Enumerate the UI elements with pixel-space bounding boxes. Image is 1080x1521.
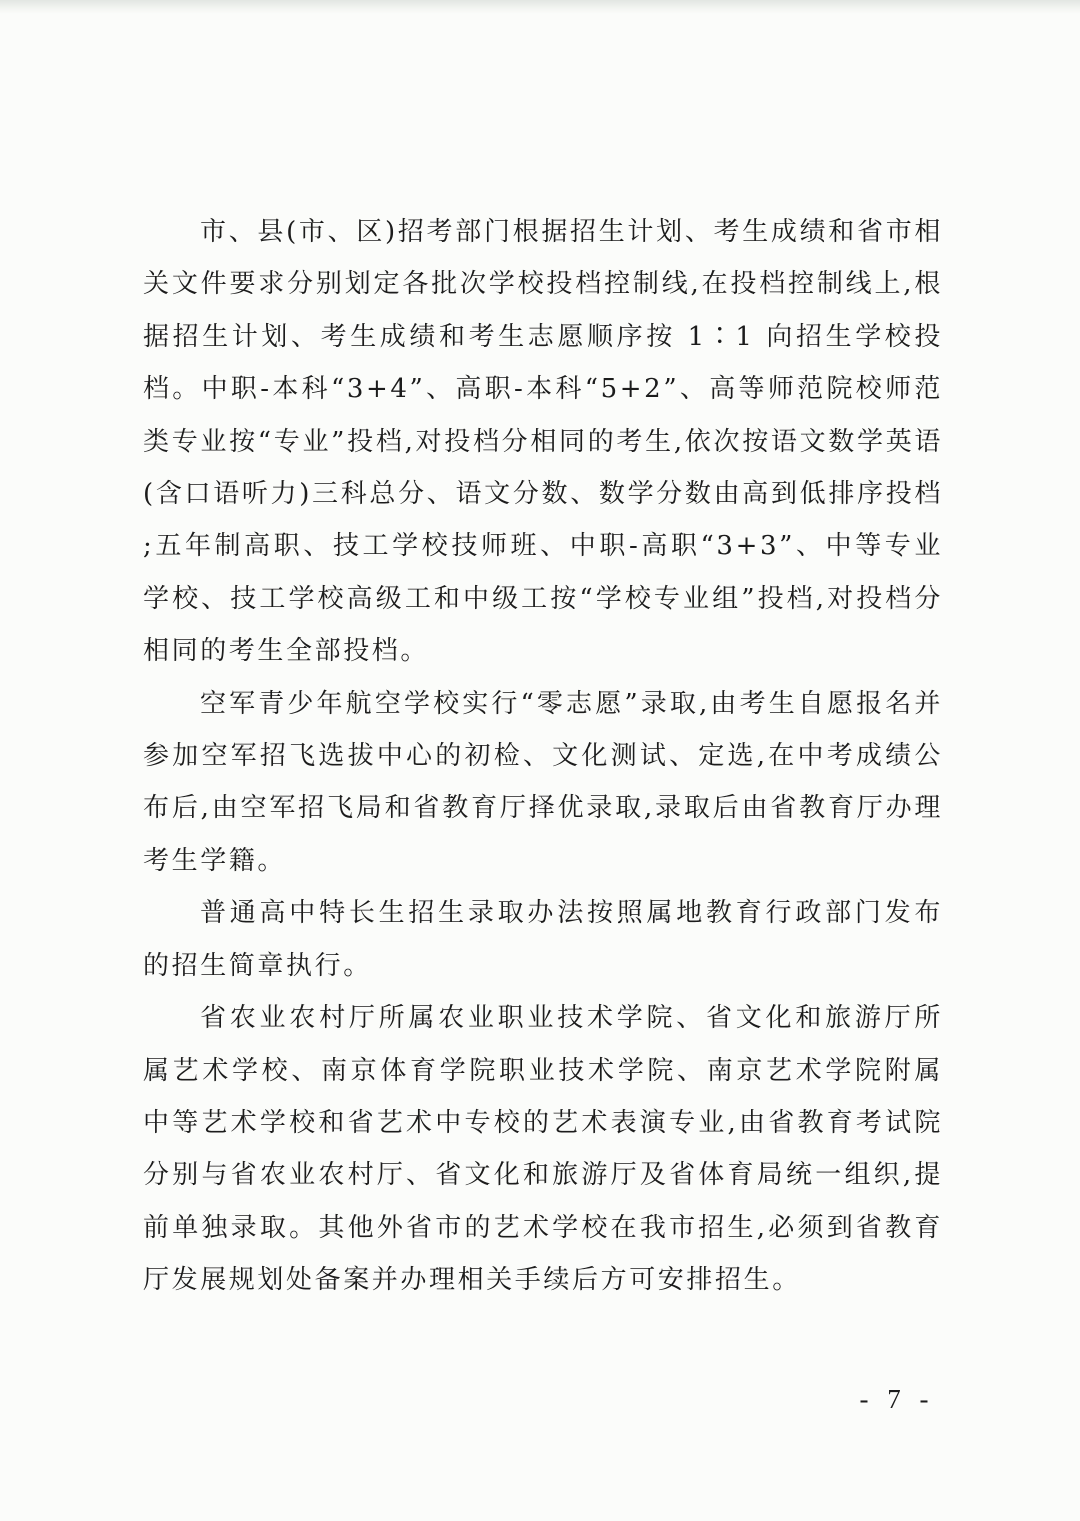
paragraph-art-schools: 省农业农村厅所属农业职业技术学院、省文化和旅游厅所属艺术学校、南京体育学院职业技术学院、南京艺术学院附属中等艺术学校和省艺术中专校的艺术表演专业,由省教育考试院分别与省农业农村厅、省文化和旅游厅及省体育局统一组织,提前单独录取。其他外省市的艺术学校在我市招生,必须到省教育厅发展规划处备案并办理相关手续后方可安排招生。 — [143, 1003, 943, 1296]
scan-edge — [0, 0, 1080, 14]
paragraph-air-force-school: 空军青少年航空学校实行“零志愿”录取,由考生自愿报名并参加空军招飞选拔中心的初检、文化测试、定选,在中考成绩公布后,由空军招飞局和省教育厅择优录取,录取后由省教育厅办理考生学籍。 — [143, 688, 943, 876]
body-text — [143, 206, 943, 1307]
paragraph-specialty-students: 普通高中特长生招生录取办法按照属地教育行政部门发布的招生简章执行。 — [143, 898, 943, 981]
page-number: - 7 - — [859, 1384, 935, 1414]
paragraph-admission-rules: 市、县(市、区)招考部门根据招生计划、考生成绩和省市相关文件要求分别划定各批次学校投档控制线,在投档控制线上,根据招生计划、考生成绩和考生志愿顺序按 1∶1 向招生学校投档。中职-本科“3+4”、高职-本科“5+2”、高等师范院校师范类专业按“专业”投档,对投档分相同的考生,依次按语文数学英语(含口语听力)三科总分、语文分数、数学分数由高到低排序投档;五年制高职、技工学校技师班、中职-高职“3+3”、中等专业学校、技工学校高级工和中级工按“学校专业组”投档,对投档分相同的考生全部投档。 — [143, 217, 943, 667]
